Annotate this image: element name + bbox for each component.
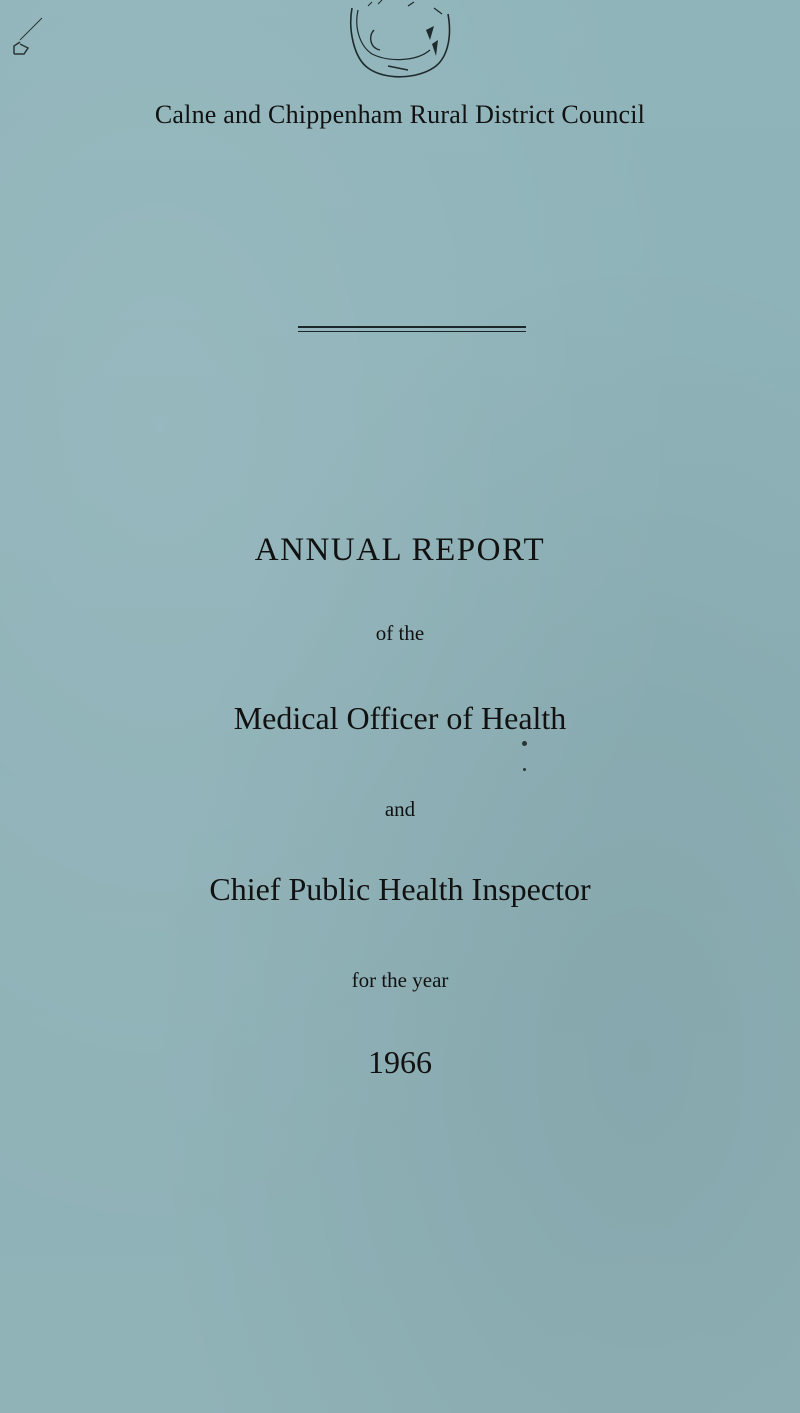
report-title: ANNUAL REPORT xyxy=(254,532,546,568)
council-name: Calne and Chippenham Rural District Council xyxy=(154,100,646,129)
for-the-year-line: for the year xyxy=(351,968,449,992)
report-year: 1966 xyxy=(368,1044,432,1080)
council-seal-icon xyxy=(338,0,460,82)
chief-inspector-line: Chief Public Health Inspector xyxy=(209,871,591,907)
title-rule-top xyxy=(298,326,526,328)
conjunction-line: and xyxy=(384,797,416,821)
library-stamp-mark-icon xyxy=(8,14,98,64)
decorative-dot xyxy=(522,741,527,746)
of-the-line: of the xyxy=(375,621,425,645)
medical-officer-line: Medical Officer of Health xyxy=(233,700,567,736)
title-rule-bottom xyxy=(298,331,526,332)
decorative-dot xyxy=(523,768,526,771)
